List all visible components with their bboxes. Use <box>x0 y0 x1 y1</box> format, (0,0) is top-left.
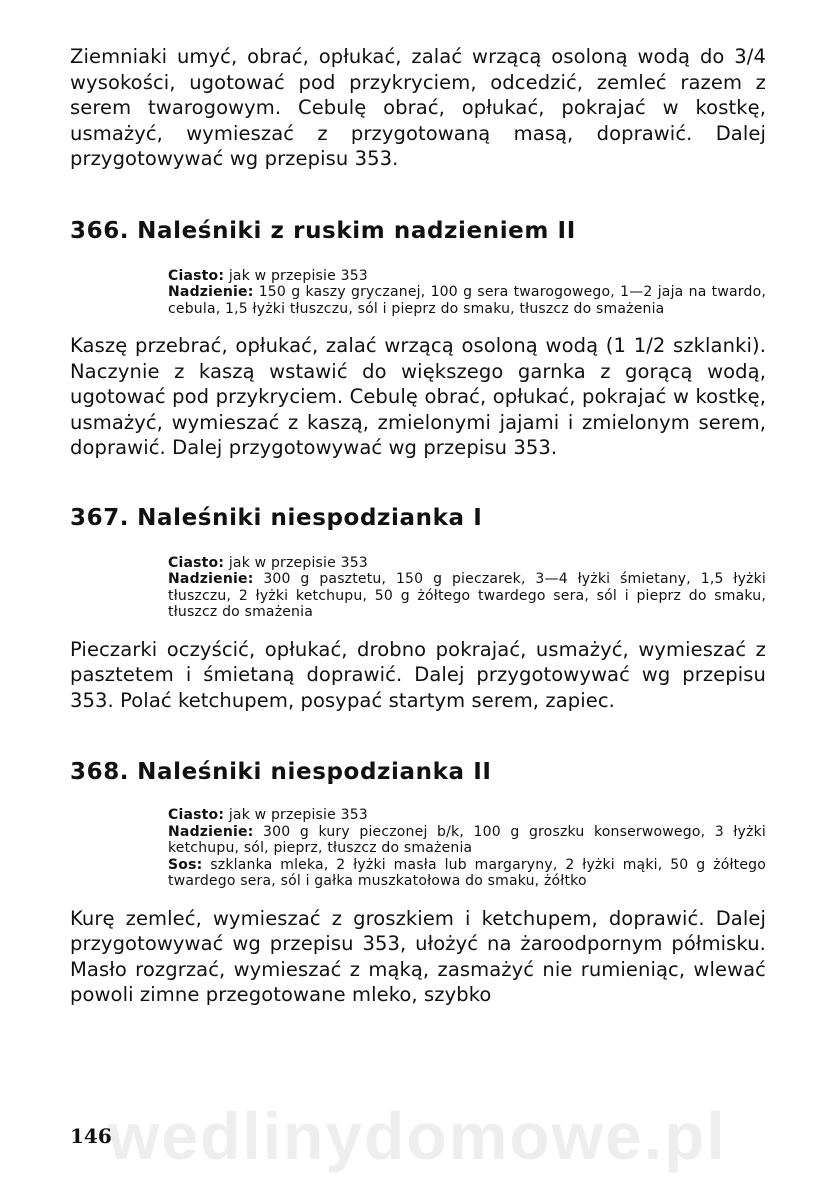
recipe-title <box>70 757 766 787</box>
ingredient-line <box>168 571 766 621</box>
ingredient-label: Nadzienie: <box>168 823 254 840</box>
page-content <box>70 44 766 1008</box>
watermark: wedlinydomowe.pl <box>108 1099 727 1173</box>
recipe-instructions: Kaszę przebrać, opłukać, zalać wrzącą osoloną wodą (1 1/2 szklanki). Naczynie z kaszą wstawić do większego garnka z gorącą wodą, ugotować pod przykryciem. Cebulę obrać, opłukać, pokrajać w kostkę, usmażyć, wymieszać z kaszą, zmielonymi jajami i zmielonym serem, doprawić. Dalej przygotowywać wg przepisu 353. <box>70 334 766 459</box>
ingredients-block <box>168 268 766 318</box>
ingredient-label: Ciasto: <box>168 554 225 571</box>
ingredient-text: jak w przepisie 353 <box>228 554 368 571</box>
ingredient-text: jak w przepisie 353 <box>228 807 368 823</box>
ingredient-text: 150 g kaszy gryczanej, 100 g sera twarogowego, 1—2 jaja na twardo, cebula, 1,5 łyżki tłuszczu, sól i pieprz do smaku, tłuszcz do smażenia <box>168 284 766 317</box>
ingredient-text: szklanka mleka, 2 łyżki masła lub margaryny, 2 łyżki mąki, 50 g żółtego twardego sera, sól i gałka muszkatołowa do smaku, żółtko <box>168 856 767 889</box>
ingredient-label: Ciasto: <box>168 267 225 284</box>
ingredient-label: Nadzienie: <box>168 571 254 587</box>
ingredient-line <box>168 824 766 857</box>
recipe-number: 367. <box>70 504 130 531</box>
recipe-title <box>70 216 766 246</box>
ingredient-text: 300 g kury pieczonej b/k, 100 g groszku konserwowego, 3 łyżki ketchupu, sól, pieprz, tłuszcz do smażenia <box>168 823 766 856</box>
recipe-367 <box>70 503 766 714</box>
ingredients-block <box>168 807 766 890</box>
ingredients-block <box>168 555 766 621</box>
recipe-instructions: Kurę zemleć, wymieszać z groszkiem i ketchupem, doprawić. Dalej przygotowywać wg przepisu 353, ułożyć na żaroodpornym półmisku. Masło rozgrzać, wymieszać z mąką, zasmażyć nie rumieniąc, wlewać powoli zimne przegotowane mleko, szybko <box>70 906 766 1006</box>
ingredient-line <box>168 268 766 285</box>
ingredient-label: Ciasto: <box>168 807 225 823</box>
ingredient-label: Sos: <box>168 856 203 873</box>
page-number: 146 <box>70 1124 112 1148</box>
recipe-number: 366. <box>70 217 130 244</box>
ingredient-line <box>168 284 766 317</box>
intro-paragraph: Ziemniaki umyć, obrać, opłukać, zalać wrzącą osoloną wodą do 3/4 wysokości, ugotować pod przykryciem, odcedzić, zemleć razem z serem twarogowym. Cebulę obrać, opłukać, pokrajać w kostkę, usmażyć, wymieszać z przygotowaną masą, doprawić. Dalej przygotowywać wg przepisu 353. <box>70 45 766 170</box>
ingredient-label: Nadzienie: <box>168 284 254 300</box>
ingredient-text: 300 g pasztetu, 150 g pieczarek, 3—4 łyżki śmietany, 1,5 łyżki tłuszczu, 2 łyżki ketchupu, 50 g żółtego twardego sera, sól i pieprz do smaku, tłuszcz do smażenia <box>168 571 767 620</box>
ingredient-text: jak w przepisie 353 <box>228 267 368 284</box>
recipe-title <box>70 503 766 533</box>
recipe-name: Naleśniki niespodzianka I <box>137 504 483 531</box>
recipe-instructions: Pieczarki oczyścić, opłukać, drobno pokrajać, usmażyć, wymieszać z pasztetem i śmietaną doprawić. Dalej przygotowywać wg przepisu 353. Polać ketchupem, posypać startym serem, zapiec. <box>70 637 766 712</box>
recipe-368 <box>70 757 766 1008</box>
recipe-366 <box>70 216 766 461</box>
ingredient-line <box>168 555 766 572</box>
ingredient-line <box>168 857 766 890</box>
recipe-number: 368. <box>70 759 130 785</box>
recipe-name: Naleśniki z ruskim nadzieniem II <box>137 217 576 244</box>
ingredient-line <box>168 807 766 824</box>
recipe-name: Naleśniki niespodzianka II <box>137 759 492 785</box>
